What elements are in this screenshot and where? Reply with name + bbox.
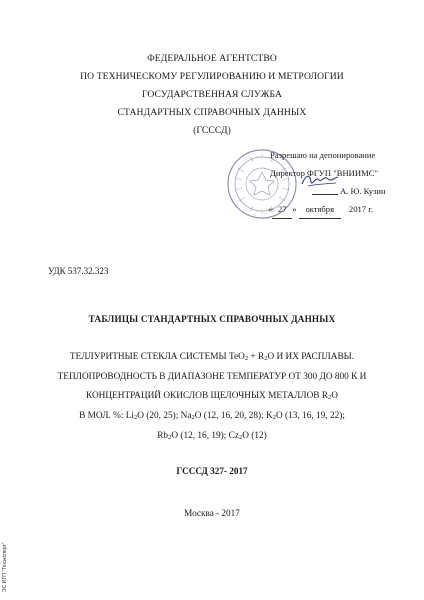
- agency-line-5: (ГСССД): [193, 125, 231, 136]
- approval-line-2: Директор ФГУП "ВНИИМС": [270, 168, 378, 178]
- approval-day: 27: [272, 200, 292, 219]
- agency-line-3: ГОСУДАРСТВЕННАЯ СЛУЖБА: [141, 89, 283, 100]
- agency-header: [0, 50, 424, 140]
- approval-date-row: « 27 » октября 2017 г.: [268, 200, 418, 218]
- approval-signer-row: [268, 182, 418, 200]
- udk-code: УДК 537.32.323: [48, 266, 109, 276]
- city-year: Москва - 2017: [184, 508, 240, 518]
- agency-line-2: ПО ТЕХНИЧЕСКОМУ РЕГУЛИРОВАНИЮ И МЕТРОЛОГИИ: [80, 71, 344, 82]
- approval-year: 2017 г.: [348, 204, 373, 214]
- description-line-3: КОНЦЕНТРАЦИЙ ОКИСЛОВ ЩЕЛОЧНЫХ МЕТАЛЛОВ $R_2O$: [85, 391, 338, 401]
- agency-line-1: ФЕДЕРАЛЬНОЕ АГЕНТСТВО: [147, 53, 277, 64]
- signature-line: [312, 194, 338, 195]
- agency-line-4: СТАНДАРТНЫХ СПРАВОЧНЫХ ДАННЫХ: [117, 107, 307, 118]
- approval-signer: А. Ю. Кузин: [340, 186, 386, 196]
- description-line-1: ТЕЛЛУРИТНЫЕ СТЕКЛА СИСТЕМЫ $TeO_2 + R_2O$ И ИХ РАСПЛАВЫ.: [69, 352, 355, 362]
- description-line-2: ТЕПЛОПРОВОДНОСТЬ В ДИАПАЗОНЕ ТЕМПЕРАТУР ОТ 300 ДО 800 К И: [57, 372, 367, 382]
- document-title: ТАБЛИЦЫ СТАНДАРТНЫХ СПРАВОЧНЫХ ДАННЫХ: [88, 314, 336, 324]
- approval-block: [268, 146, 418, 218]
- description-line-4: В МОЛ. %: $Li_2O$ (20, 25); $Na_2O$ (12, 16, 20, 28); $K_2O$ (13, 16, 19, 22);: [79, 411, 345, 421]
- approval-line-1: Разрешаю на депонирование: [270, 150, 376, 160]
- approval-month: октября: [299, 200, 341, 219]
- description-line-5: $Rb_2O$ (12, 16, 19); $Cz_2O$ (12): [157, 431, 267, 441]
- side-watermark: ЭС ИТП "Техэксперт": [2, 542, 8, 592]
- document-description: [0, 348, 424, 447]
- standard-code: ГСССД 327- 2017: [176, 466, 248, 476]
